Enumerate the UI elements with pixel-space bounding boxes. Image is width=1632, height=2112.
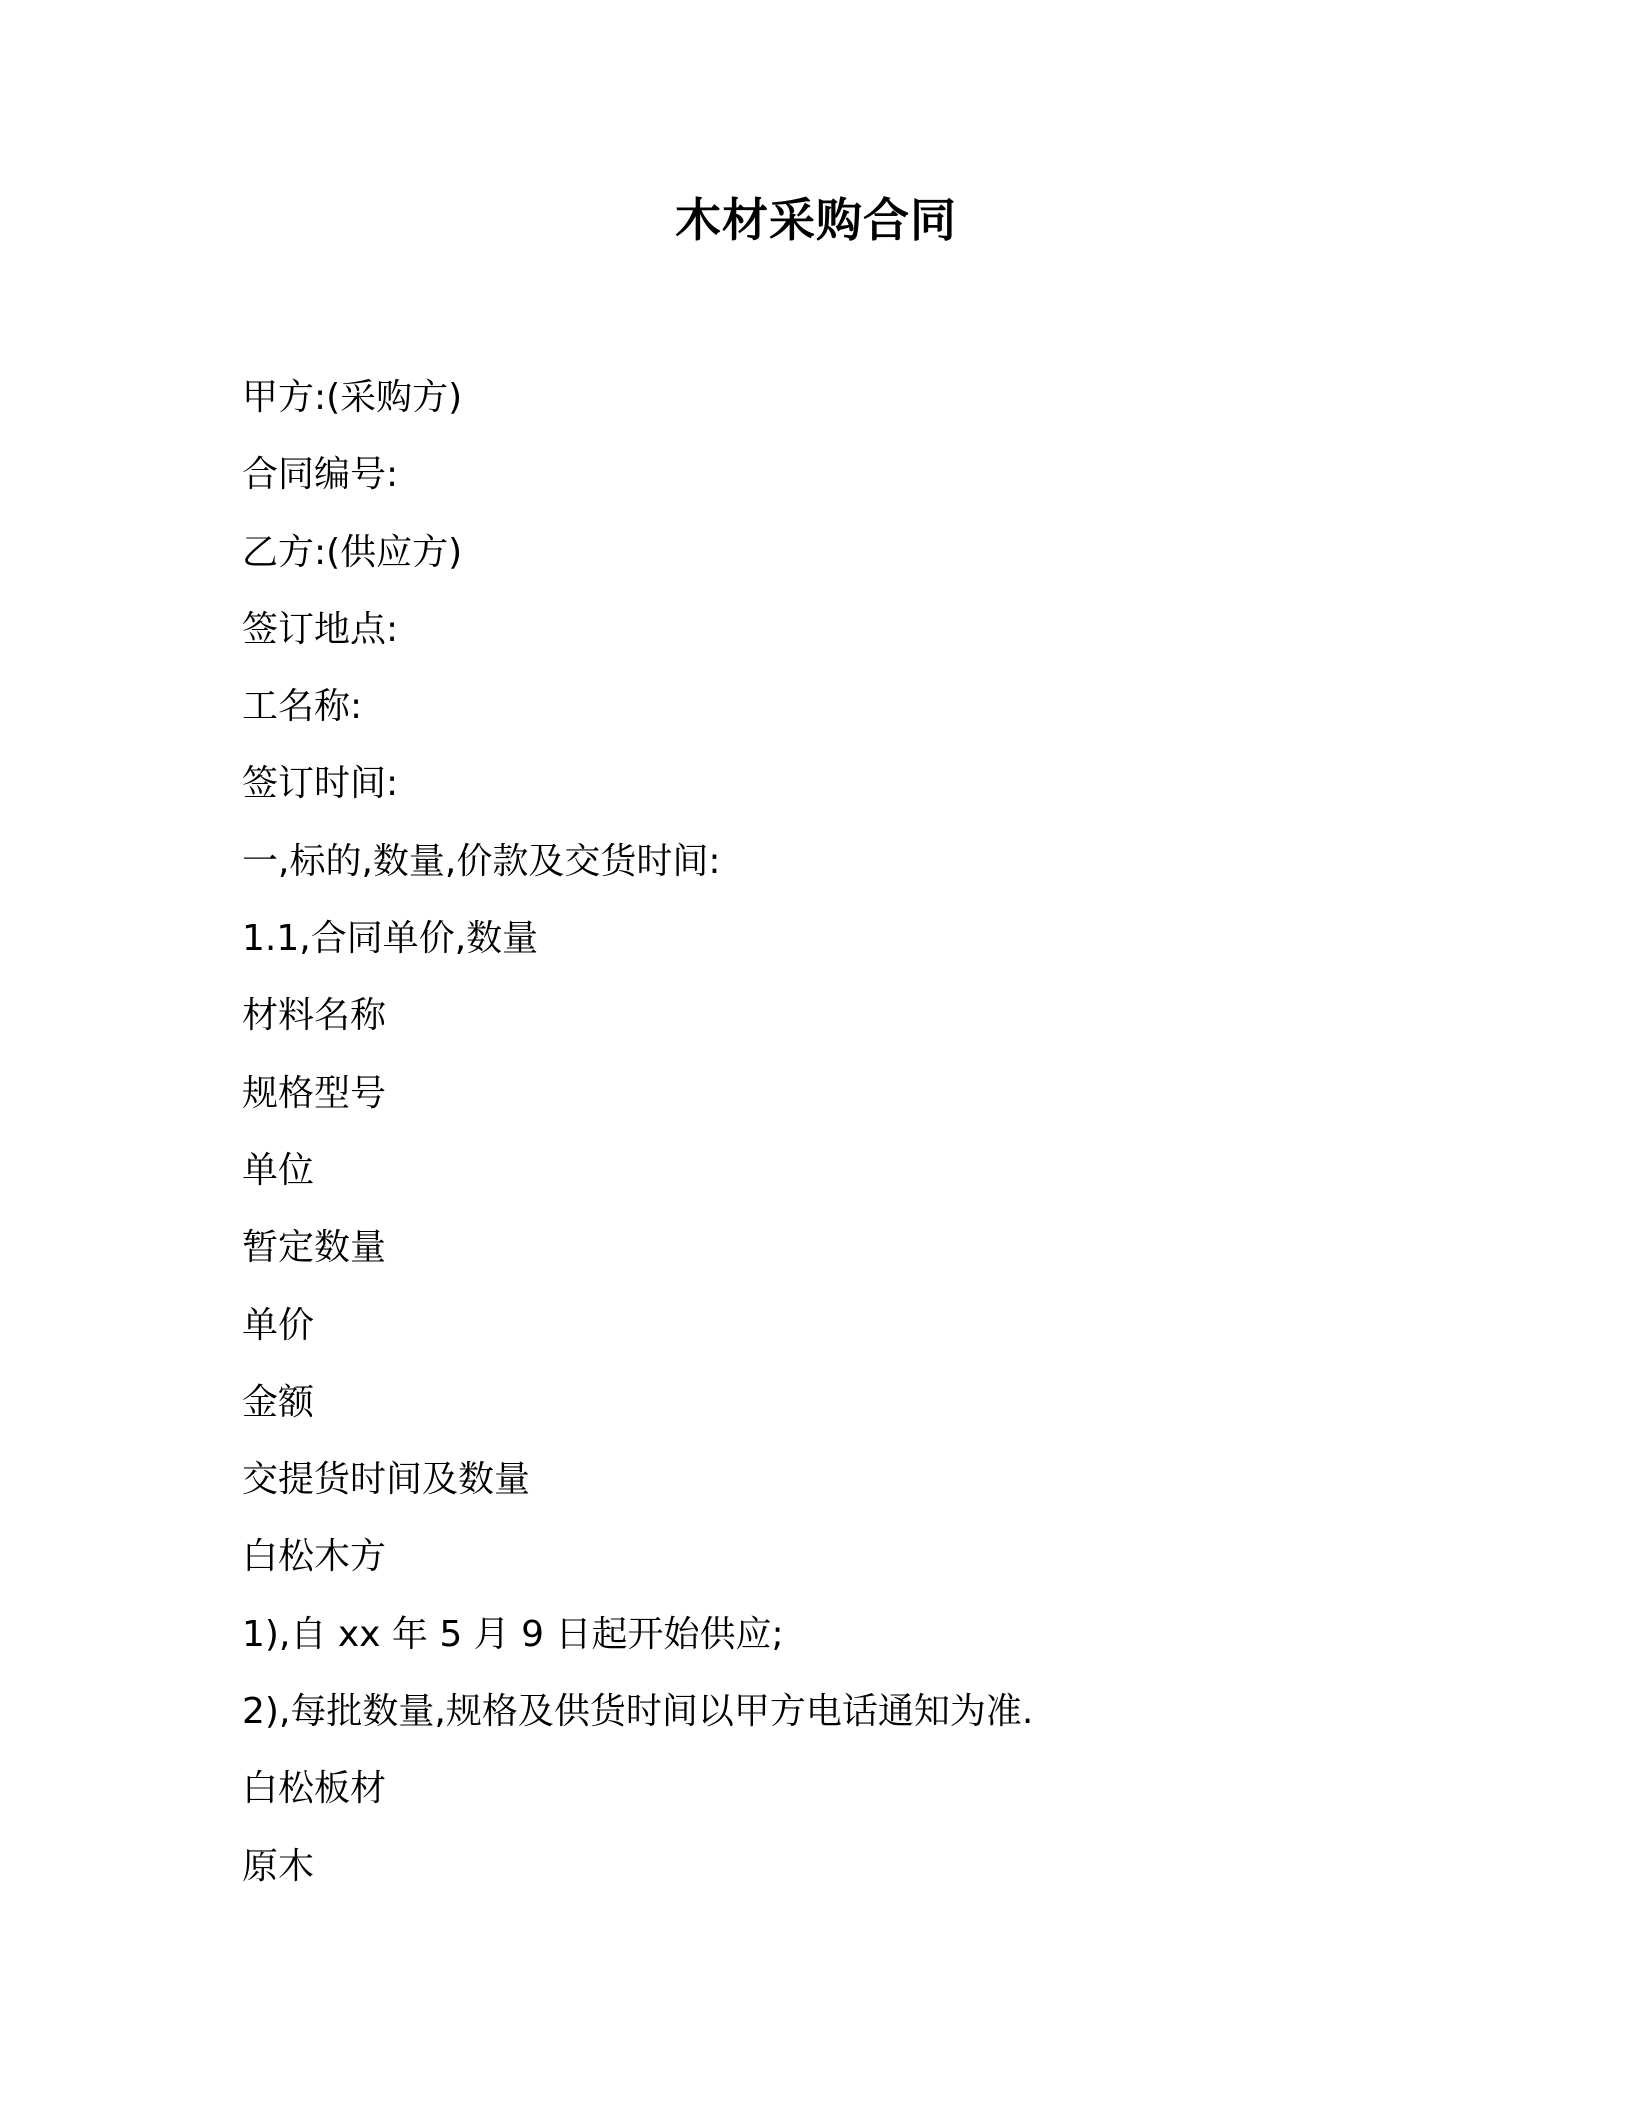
line-party-a: 甲方:(采购方) (242, 377, 463, 418)
document-body (242, 368, 1442, 1914)
line-tentative-quantity: 暂定数量 (242, 1227, 387, 1269)
line-signing-place: 签订地点: (242, 608, 399, 650)
line-white-pine-board: 白松板材 (242, 1768, 387, 1810)
line-amount: 金额 (242, 1381, 315, 1423)
line-contract-number: 合同编号: (242, 454, 399, 496)
line-unit-price: 单价 (242, 1304, 315, 1346)
line-batch-notice: 2),每批数量,规格及供货时间以甲方电话通知为准. (242, 1691, 1034, 1733)
line-party-b: 乙方:(供应方) (242, 531, 463, 573)
line-supply-start: 1),自 xx 年 5 月 9 日起开始供应; (242, 1613, 784, 1655)
line-log: 原木 (242, 1845, 315, 1887)
subsection-heading-1-1: 1.1,合同单价,数量 (242, 918, 539, 960)
section-heading-1: 一,标的,数量,价款及交货时间: (242, 840, 721, 882)
line-material-name: 材料名称 (242, 995, 387, 1037)
line-delivery-time-quantity: 交提货时间及数量 (242, 1459, 531, 1501)
line-signing-time: 签订时间: (242, 763, 399, 805)
line-unit: 单位 (242, 1149, 315, 1191)
document-title: 木材采购合同 (675, 193, 957, 247)
line-project-name: 工名称: (242, 686, 363, 728)
line-white-pine-lumber: 白松木方 (242, 1536, 387, 1578)
line-spec-model: 规格型号 (242, 1072, 387, 1114)
